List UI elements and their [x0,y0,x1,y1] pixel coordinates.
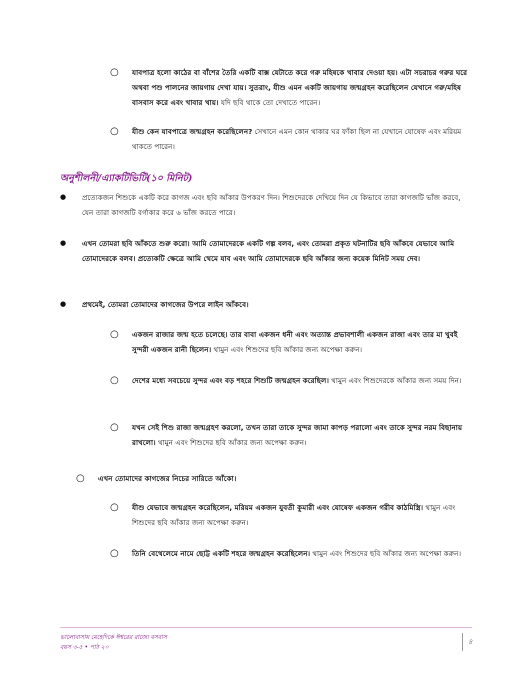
filled-bullet-icon: ● [60,239,67,247]
paragraph [132,420,470,450]
paragraph [132,546,461,561]
footer-divider [60,627,472,628]
list-item [110,420,470,450]
bold-text: যীশু কেন যাবপাত্রে জন্মগ্রহন করেছিলেন? [132,127,253,136]
note-text: থামুন এবং শিশুদের ছবি আঁকার জন্য অপেক্ষা করুন। [312,549,462,558]
paragraph [132,373,462,388]
bold-text: তিনি বেথেলেমে নামে ছোট্ট একটি শহরে জন্মগ্রহন করেছিলেন। [132,549,311,558]
paragraph [132,124,470,154]
paragraph: এখন তোমরা ছবি আঁকতে শুরু করো। আমি তোমাদেরকে একটি গল্প বলব, এবং তোমরা প্রকৃত ঘটনাটির ছবি আঁকবে যেভাবে আমি তোমাদেরকে বলব। প্রত্যেকটি ক্ষেত্রে আমি থেমে যাব এবং আমি তোমাদেরকে ছবি আঁকার জন্য কয়েক মিনিট সময় দেব। [82,239,455,263]
list-item [110,373,470,388]
note-text: থামুন এবং শিশুদেরকে আঁকার জন্য সময় দিন। [331,376,462,385]
list-item [110,546,470,561]
list-item [110,327,470,357]
filled-bullet-icon: ● [60,193,67,201]
list-item [76,471,470,486]
note-text: থামুন এবং শিশুদের ছবি আঁকার জন্য অপেক্ষা করুন। [157,438,307,447]
section-heading: অনুশীলনী/এ্যাকটিভিটি(১০ মিনিট) [60,173,193,184]
paragraph [132,65,470,110]
hollow-bullet-icon: ○ [110,126,119,137]
list-item [110,500,470,530]
paragraph: প্রথমেই, তোমরা তোমাদের কাগজের উপরে লাইন আঁকবে। [82,300,249,309]
footer-title: ভালোবাসায় মেহেদিকে ঈশ্বরের রাজ্যে বসবাস [60,634,167,641]
list-item [60,297,470,312]
footer-text [60,633,167,653]
paragraph: এখন তোমাদের কাগজের নিচের সারিতে আঁকো। [98,474,237,483]
note-text: থামুন এবং শিশুদের ছবি আঁকার জন্য অপেক্ষা করুন। [132,503,456,527]
paragraph: প্রত্যেকজন শিশুকে একটি করে কাগজ এবং ছবি আঁকার উপকরণ দিন। শিশুদেরকে দেখিয়ে দিন যে কিভাবে তারা কাগজটি ভাঁজ করবে, যেন তারা কাগজটি বর্গাকার করে ৬ ভাঁজ করতে পারে। [82,193,461,217]
paragraph [132,327,470,357]
footer-separator [462,633,463,651]
hollow-bullet-icon: ○ [110,502,119,513]
list-item [60,236,470,266]
list-item [60,190,470,220]
bold-text: যখন সেই শিশু রাজা জন্মগ্রহণ করলো, তখন তারা তাকে সুন্দর জামা কাপড় পরালো এবং তাকে সুন্দর নরম বিছানায় রাখলো। [132,423,463,447]
note-text: থামুন এবং শিশুদের ছবি আঁকার জন্য অপেক্ষা করুন। [213,345,363,354]
bold-text: একজন রাজার জন্ম হতে চলেছে। তার বাবা একজন ধনী এবং অত্যান্ত প্রভাবশালী একজন রাজা এবং তার মা খুবই সুন্দরী একজন রানী ছিলেন। [132,330,458,354]
bold-text: যীশু যেভাবে জন্মগ্রহন করেছিলেন, মরিয়ম একজন যুবতী কুমারী এবং যোষেফ একজন গরীব কাঠমিস্ত্রি। [132,503,424,512]
hollow-bullet-icon: ○ [110,548,119,559]
bold-text: যাবপাত্র হলো কাঠের বা বাঁশের তৈরি একটি বাক্স যেটাতে করে গরু মহিষকে খাবার দেওয়া হয়। এটা সচরাচর গরুর ঘরে অথবা পশু পালনের জায়গায় দেখা যায়। সুতরাং, যীশু এমন একটি জায়গায় জন্মগ্রহন করেছিলেন যেখানে গরু/মহিষ বাসবাস করে এবং খাবার খায়। [132,68,468,107]
filled-bullet-icon: ● [60,300,67,308]
paragraph [132,500,470,530]
note-text: যদি ছবি থাকে তো দেখাতে পারেন। [220,98,321,107]
hollow-bullet-icon: ○ [110,422,119,433]
page-number: ৪ [468,638,473,646]
bold-text: দেশের মধ্যে সবচেয়ে সুন্দর এবং বড় শহরে শিশুটি জন্মগ্রহন করেছিল। [132,376,329,385]
hollow-bullet-icon: ○ [110,329,119,340]
hollow-bullet-icon: ○ [110,67,119,78]
footer-subtitle: বয়স ৩-৫ • পাঠ ২০ [60,644,109,651]
list-item [110,65,470,110]
hollow-bullet-icon: ○ [76,473,85,484]
note-text: সেখানে এমন কোন থাকার ঘর ফাঁকা ছিল না যেখানে যোষেফ এবং মরিয়ম থাকতে পারেন। [132,127,462,151]
list-item [110,124,470,154]
hollow-bullet-icon: ○ [110,375,119,386]
